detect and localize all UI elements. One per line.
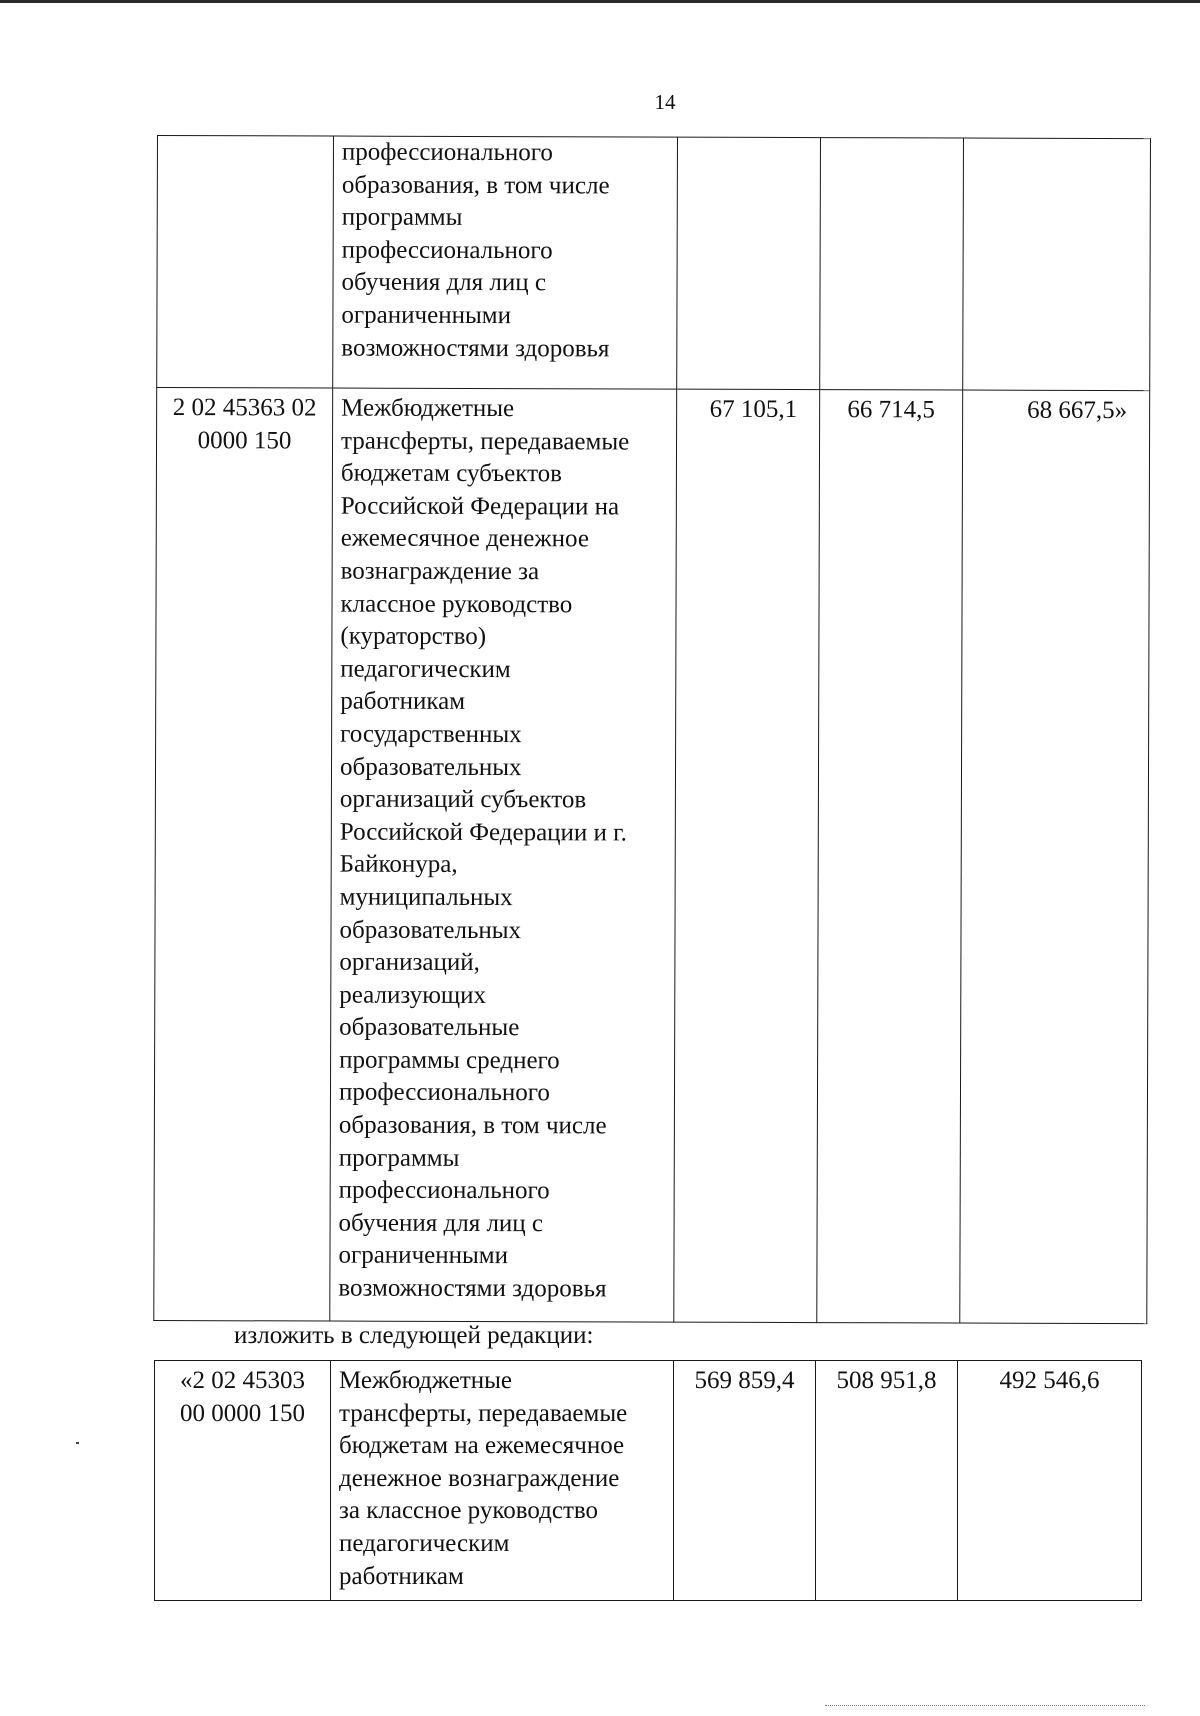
description-line: работникам (339, 1562, 464, 1590)
description-line: классное руководство (340, 590, 573, 618)
description-line: Российской Федерации и г. (339, 818, 627, 847)
description-line: возможностями здоровья (338, 1274, 607, 1303)
description-line: организаций, (339, 948, 480, 977)
table-row (155, 1361, 1142, 1601)
description-line: ограниченными (338, 1242, 509, 1270)
value-year-2: 66 714,5 (817, 390, 963, 1323)
description-line: за классное руководство (339, 1497, 598, 1525)
description-line: реализующих (339, 981, 487, 1009)
description-line: образовательных (339, 753, 522, 781)
description-line: Байконура, (339, 850, 458, 879)
description-line: педагогическим (340, 655, 511, 683)
description-line: работникам (340, 687, 466, 716)
description-line: профессионального (341, 236, 553, 265)
budget-code-cell (157, 136, 334, 389)
value-year-3: 492 546,6 (958, 1361, 1142, 1601)
page-top-edge (0, 0, 1200, 3)
scan-speck (76, 1442, 79, 1444)
description-line: (кураторство) (340, 622, 487, 651)
budget-table-new (154, 1360, 1142, 1601)
description-line: денежное вознаграждение (339, 1464, 620, 1492)
scan-bottom-mark (825, 1705, 1145, 1707)
budget-code-cell (154, 388, 333, 1322)
description-cell (333, 136, 678, 389)
description-line: образовательных (339, 916, 522, 944)
table-row (157, 136, 1151, 391)
description-line: Межбюджетные (341, 394, 515, 423)
table-row (154, 388, 1150, 1324)
budget-code-line: 0000 150 (197, 426, 292, 455)
description-line: трансферты, передаваемые (340, 427, 630, 456)
description-line: педагогическим (339, 1529, 510, 1557)
description-line: Межбюджетные (339, 1367, 513, 1394)
value-year-2: 508 951,8 (816, 1361, 958, 1601)
description-line: образовательные (339, 1013, 520, 1042)
budget-code-line: 00 0000 150 (180, 1399, 305, 1427)
value-year-1: 67 105,1 (674, 389, 820, 1322)
amendment-instruction: изложить в следующей редакции: (234, 1322, 594, 1349)
description-line: обучения для лиц с (341, 268, 547, 297)
description-line: образования, в том числе (341, 171, 610, 200)
description-line: муниципальных (339, 883, 513, 912)
description-cell (330, 388, 677, 1322)
value-year-3: 68 667,5» (960, 390, 1150, 1324)
budget-code-line: «2 02 45303 (180, 1367, 305, 1394)
page-number: 14 (654, 90, 676, 114)
description-line: бюджетам субъектов (340, 459, 563, 488)
description-line: обучения для лиц с (338, 1209, 544, 1238)
value-year-1 (677, 137, 821, 389)
description-line: профессионального (338, 1176, 550, 1205)
description-line: программы среднего (339, 1046, 560, 1075)
description-line: организаций субъектов (339, 785, 587, 814)
description-line: государственных (340, 720, 522, 749)
description-line: вознаграждение за (340, 557, 540, 586)
budget-table-old (153, 135, 1151, 1324)
description-line: трансферты, передаваемые (339, 1399, 628, 1427)
description-line: ограниченными (341, 301, 512, 330)
value-year-3 (963, 138, 1151, 391)
description-line: бюджетам на ежемесячное (339, 1432, 625, 1460)
value-year-1: 569 859,4 (674, 1361, 816, 1601)
description-line: возможностями здоровья (341, 334, 610, 362)
description-line: образования, в том числе (338, 1111, 607, 1140)
description-cell (331, 1361, 674, 1601)
budget-code-cell (155, 1361, 331, 1601)
budget-code-line: 2 02 45363 02 (172, 394, 317, 422)
description-line: профессионального (338, 1079, 550, 1107)
description-line: программы (341, 203, 463, 232)
description-line: Российской Федерации на (340, 492, 620, 521)
value-year-2 (820, 138, 964, 390)
description-line: программы (338, 1144, 460, 1172)
description-line: ежемесячное денежное (340, 524, 589, 553)
description-line: профессионального (341, 138, 553, 167)
